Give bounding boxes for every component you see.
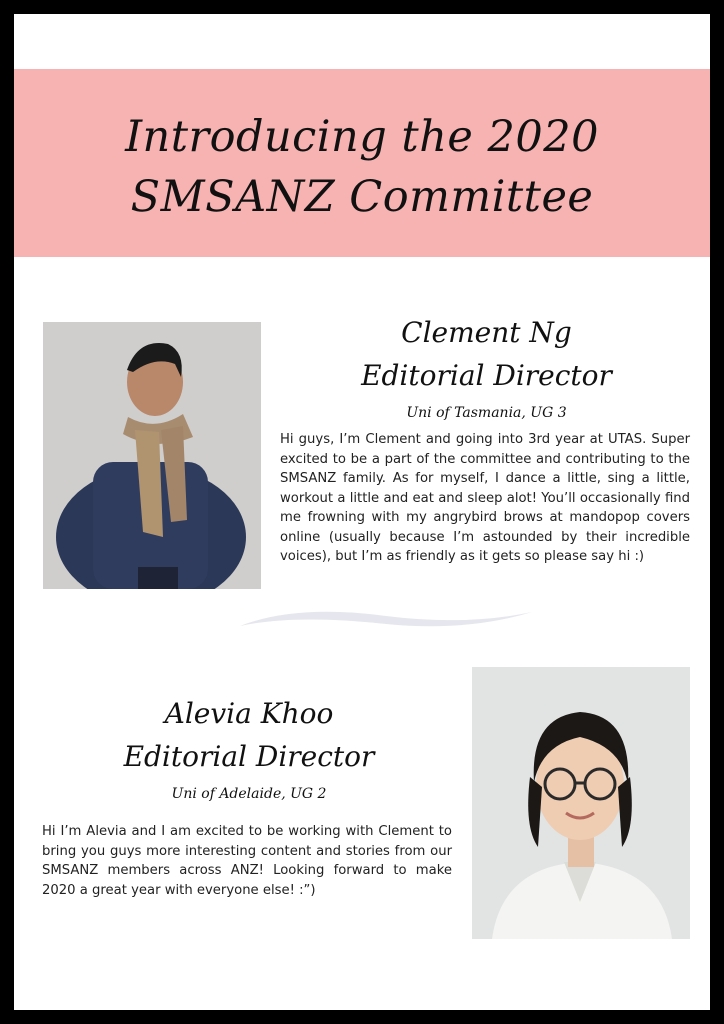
clement-role: Editorial Director [361, 359, 612, 392]
page-title: Introducing the 2020 SMSANZ Committee [125, 112, 599, 222]
alevia-role: Editorial Director [123, 740, 375, 773]
alevia-photo [472, 667, 690, 939]
clement-university: Uni of Tasmania, UG 3 [406, 405, 567, 421]
alevia-bio: Hi I’m Alevia and I am excited to be working with Clement to bring you guys more interesting content and stories from our SMSANZ members across ANZ! Looking forward to make 2020 a great year with everyone else! :”) [42, 824, 452, 898]
clement-name: Clement Ng [401, 316, 572, 349]
alevia-name: Alevia Khoo [164, 697, 334, 730]
page [14, 14, 710, 1010]
header-banner [14, 69, 710, 257]
alevia-university: Uni of Adelaide, UG 2 [171, 786, 327, 802]
divider-swoosh [236, 602, 536, 642]
clement-photo [43, 322, 261, 589]
clement-bio: Hi guys, I’m Clement and going into 3rd year at UTAS. Super excited to be a part of the committee and contributing to the SMSANZ family. As for myself, I dance a little, sing a little, workout a little and eat and sleep alot! You’ll occasionally find me frowning with my angrybird brows at mandopop covers online (usually because I’m astounded by their incredible voices), but I’m as friendly as it gets so please say hi :) [280, 432, 690, 564]
